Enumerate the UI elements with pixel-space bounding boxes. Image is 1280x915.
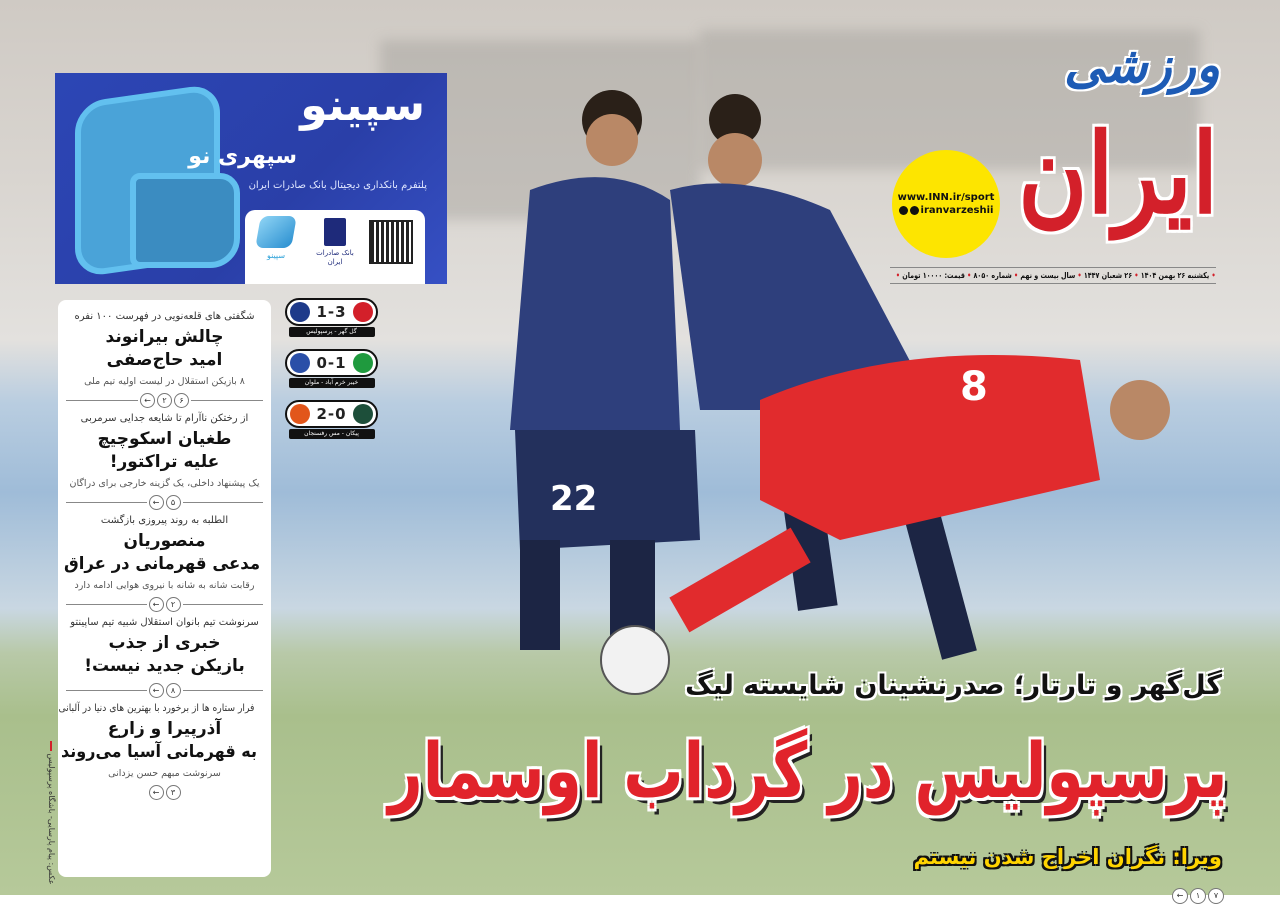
website-link[interactable]: www.INN.ir/sport [897, 192, 995, 203]
story-subhead: رقابت شانه به شانه با نیروی هوایی ادامه دارد [74, 580, 255, 591]
story-subhead: یک پیشنهاد داخلی، یک گزینه خارجی برای دراگان [69, 478, 260, 489]
arrow-left-icon: ← [1172, 888, 1188, 904]
bank-logo [311, 218, 359, 267]
arrow-left-icon: ← [149, 495, 164, 510]
ad-brand-logo: سپینو [300, 80, 425, 131]
masthead-title-varzeshi: ورزشی [1063, 36, 1220, 94]
volume-year: سال بیست و نهم [1020, 271, 1076, 280]
instagram-icon [910, 206, 919, 215]
telegram-icon [899, 206, 908, 215]
story-item[interactable] [66, 412, 263, 510]
story-subhead: ۸ بازیکن استقلال در لیست اولیه تیم ملی [84, 376, 245, 387]
main-headline[interactable]: پرسپولیس در گرداب اوسمار [388, 726, 1228, 815]
ad-name: سپهری نو [188, 144, 297, 169]
story-kicker: شگفتی های قلعه‌نویی در فهرست ۱۰۰ نفره [74, 311, 255, 322]
page-number: ۱ [1190, 888, 1206, 904]
bank-name: بانک صادرات ایران [316, 249, 354, 266]
photo-credit: عکس: پیام پارسایی- باشگاه پرسپولیس [36, 750, 56, 885]
player-navy-22 [510, 90, 700, 650]
score: 0-1 [316, 354, 347, 372]
score-item [285, 349, 378, 388]
football [601, 626, 669, 694]
story-kicker: سرنوشت تیم بانوان استقلال شبیه تیم ساپینتو [70, 617, 259, 628]
main-subhead: ویرا: نگران اخراج شدن نیستم [913, 845, 1222, 869]
story-kicker: الطلبه به روند پیروزی بازگشت [100, 515, 229, 526]
team-crest-icon [290, 353, 310, 373]
ad-illustration [130, 173, 240, 268]
story-headline[interactable]: چالش بیرانوند امید حاج‌صفی [105, 327, 224, 370]
social-handle[interactable]: iranvarzeshii [920, 205, 994, 216]
team-crest-icon [290, 404, 310, 424]
arrow-left-icon: ← [140, 393, 155, 408]
qr-code-icon[interactable] [371, 222, 411, 262]
dateline [890, 267, 1216, 284]
app-name: سپینو [266, 251, 286, 260]
page-reference: ← ۵ [66, 495, 263, 510]
score: 1-3 [316, 303, 347, 321]
arrow-left-icon: ← [149, 683, 164, 698]
team-crest-icon [353, 302, 373, 322]
jersey-number: 22 [550, 479, 598, 519]
sidebar-stories [58, 300, 271, 877]
story-headline[interactable]: خبری از جذب بازیکن جدید نیست! [84, 633, 245, 676]
story-item[interactable] [63, 514, 263, 612]
team-crest-icon [290, 302, 310, 322]
score-results [285, 298, 378, 451]
date-weekday: یکشنبه ۲۶ بهمن ۱۴۰۴ [1141, 271, 1210, 280]
team-crest-icon [353, 353, 373, 373]
date-hijri: ۲۶ شعبان ۱۴۴۷ [1084, 271, 1133, 280]
contact-badge [892, 150, 1000, 258]
main-page-reference [1172, 888, 1224, 904]
advertisement-sepino[interactable] [55, 73, 447, 284]
team-crest-icon [353, 404, 373, 424]
ad-tagline: پلتفرم بانکداری دیجیتال بانک صادرات ایران [248, 180, 427, 191]
story-kicker: از رختکن ناآرام تا شایعه جدایی سرمربی [80, 413, 249, 424]
match-teams: گل گهر - پرسپولیس [306, 328, 357, 335]
match-teams: پیکان - مس رفسنجان [304, 430, 359, 437]
dateline-text: • یکشنبه ۲۶ بهمن ۱۴۰۴ • ۲۶ شعبان ۱۴۴۷ • سال بیست و نهم • شماره ۸۰۵۰ • قیمت: ۱۰۰۰۰ تومان • [896, 271, 1216, 280]
story-subhead: سرنوشت مبهم حسن یزدانی [108, 768, 221, 779]
story-headline[interactable]: طغیان اسکوچیچ علیه تراکتور! [97, 429, 232, 472]
issue-number: شماره ۸۰۵۰ [973, 271, 1013, 280]
page-reference: ← ۳ [66, 785, 263, 800]
story-item[interactable] [58, 702, 263, 800]
app-logo [251, 216, 301, 261]
masthead-title-iran: ایران [1017, 109, 1218, 238]
page-reference: ← ۲ ۶ [66, 393, 263, 408]
ad-logo-panel [245, 210, 425, 284]
main-overline: گل‌گهر و تارتار؛ صدرنشینان شایسته لیگ [685, 670, 1222, 701]
arrow-left-icon: ← [149, 785, 164, 800]
page-reference: ← ۸ [66, 683, 263, 698]
story-headline[interactable]: آذرپیرا و زارع به قهرمانی آسیا می‌روند [61, 719, 257, 762]
story-item[interactable] [66, 616, 263, 698]
story-headline[interactable]: منصوریان مدعی قهرمانی در عراق [63, 531, 260, 574]
price: قیمت: ۱۰۰۰۰ تومان [902, 271, 966, 280]
arrow-left-icon: ← [149, 597, 164, 612]
score-item [285, 400, 378, 439]
match-teams: خیبر خرم آباد - ملوان [304, 379, 359, 386]
score-item [285, 298, 378, 337]
story-item[interactable] [66, 310, 263, 408]
jersey-number: 8 [960, 364, 988, 410]
score: 2-0 [316, 405, 347, 423]
page-reference: ← ۲ [66, 597, 263, 612]
page-number: ۷ [1208, 888, 1224, 904]
story-kicker: فرار ستاره ها از برخورد با بهترین های دنیا در آلبانی [58, 703, 255, 714]
